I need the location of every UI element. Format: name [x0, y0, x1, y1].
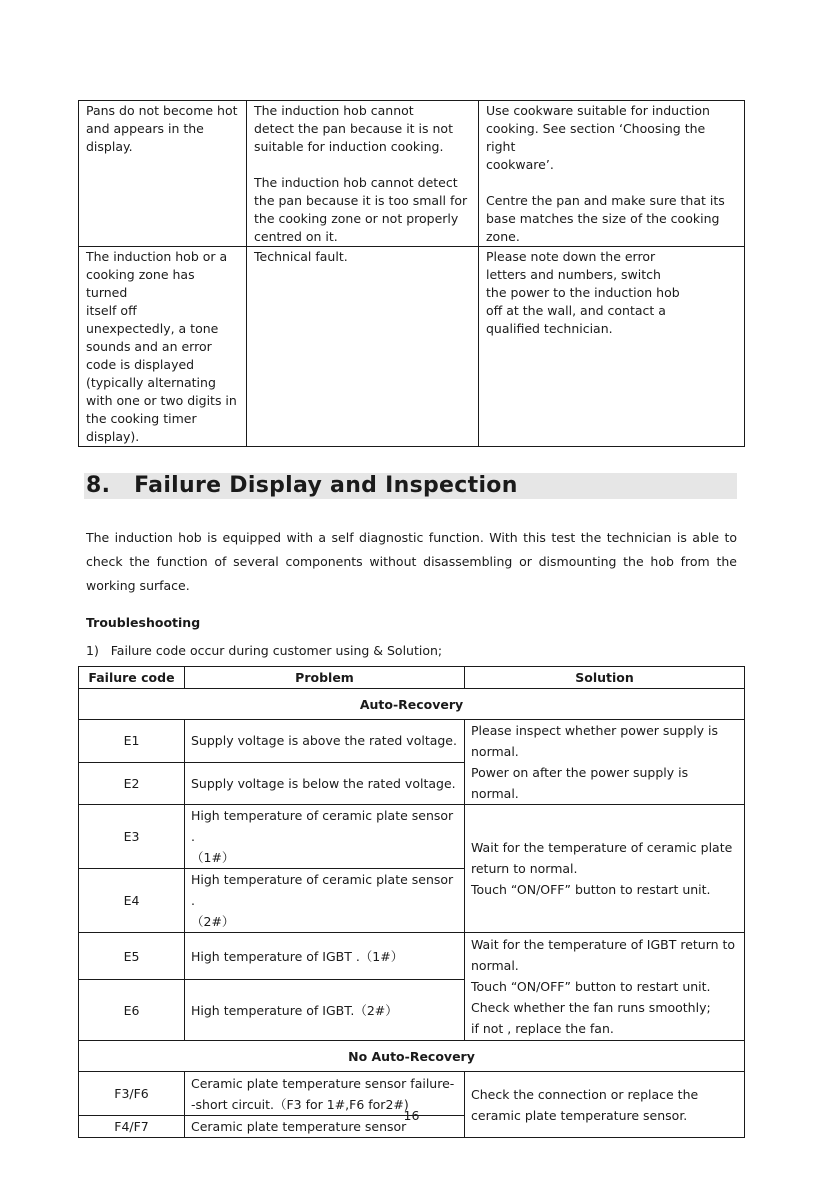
problem-cell: High temperature of ceramic plate sensor . （1#）	[185, 805, 465, 869]
intro-paragraph: The induction hob is equipped with a self diagnostic function. With this test the technician is able to check the function of several components without disassembling or dismounting the hob from the working surface.	[86, 530, 737, 593]
code-cell: E5	[79, 933, 185, 980]
symptom-cell: Pans do not become hot and appears in the display.	[79, 101, 247, 247]
no-auto-recovery-label: No Auto-Recovery	[79, 1041, 745, 1072]
solution-cell: Wait for the temperature of ceramic plate return to normal. Touch “ON/OFF” button to restart unit.	[465, 805, 745, 933]
code-cell: F3/F6	[79, 1072, 185, 1116]
section-row	[79, 1041, 745, 1072]
troubleshooting-subheading: Troubleshooting	[86, 615, 201, 630]
problem-cell: Supply voltage is below the rated voltage.	[185, 762, 465, 805]
problem-cell: High temperature of IGBT.（2#）	[185, 980, 465, 1041]
problem-cell: Ceramic plate temperature sensor	[185, 1116, 465, 1138]
symptom-cell: The induction hob or a cooking zone has turned itself off unexpectedly, a tone sounds and an error code is displayed (typically alternating with one or two digits in the cooking timer display).	[79, 247, 247, 447]
table-row	[79, 720, 745, 763]
section-row	[79, 689, 745, 720]
page-number: 16	[403, 1108, 420, 1123]
header-solution: Solution	[465, 667, 745, 689]
list-item: 1) Failure code occur during customer using & Solution;	[86, 643, 443, 658]
header-failure-code: Failure code	[79, 667, 185, 689]
problem-cell: High temperature of IGBT .（1#）	[185, 933, 465, 980]
code-cell: E2	[79, 762, 185, 805]
table-row	[79, 247, 745, 447]
code-cell: E3	[79, 805, 185, 869]
solution-cell: Please note down the error letters and numbers, switch the power to the induction hob off at the wall, and contact a qualified technician.	[479, 247, 745, 447]
table-header-row	[79, 667, 745, 689]
cause-cell: The induction hob cannot detect the pan because it is not suitable for induction cooking. The induction hob cannot detect the pan because it is too small for the cooking zone or not properly centred on it.	[247, 101, 479, 247]
problem-cell: High temperature of ceramic plate sensor . （2#）	[185, 869, 465, 933]
solution-cell: Please inspect whether power supply is normal. Power on after the power supply is normal.	[465, 720, 745, 805]
auto-recovery-label: Auto-Recovery	[79, 689, 745, 720]
header-problem: Problem	[185, 667, 465, 689]
solution-cell: Use cookware suitable for induction cooking. See section ‘Choosing the right cookware’. Centre the pan and make sure that its base matches the size of the cooking zone.	[479, 101, 745, 247]
section-heading: 8. Failure Display and Inspection	[86, 473, 518, 498]
cookware-troubleshooting-table	[78, 100, 745, 447]
code-cell: E6	[79, 980, 185, 1041]
solution-cell: Check the connection or replace the ceramic plate temperature sensor.	[465, 1072, 745, 1138]
code-cell: E1	[79, 720, 185, 763]
code-cell: F4/F7	[79, 1116, 185, 1138]
code-cell: E4	[79, 869, 185, 933]
table-row	[79, 101, 745, 247]
cause-cell: Technical fault.	[247, 247, 479, 447]
table-row	[79, 805, 745, 869]
solution-cell: Wait for the temperature of IGBT return to normal. Touch “ON/OFF” button to restart unit. Check whether the fan runs smoothly; if not , replace the fan.	[465, 933, 745, 1041]
problem-cell: Supply voltage is above the rated voltage.	[185, 720, 465, 763]
problem-cell: Ceramic plate temperature sensor failure- -short circuit.（F3 for 1#,F6 for2#)	[185, 1072, 465, 1116]
failure-code-table	[78, 666, 745, 1138]
table-row	[79, 933, 745, 980]
